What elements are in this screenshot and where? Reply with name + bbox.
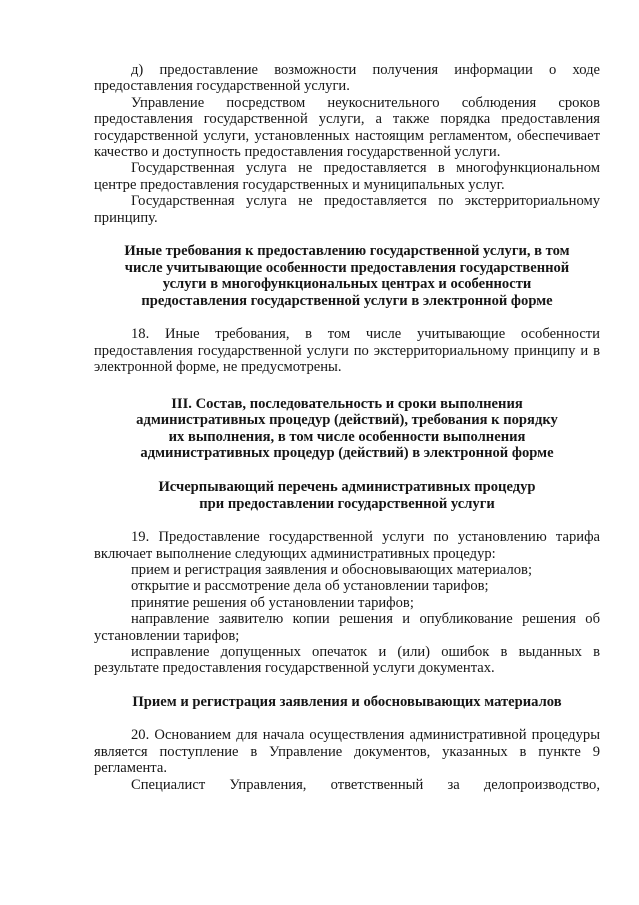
paragraph-20: 20. Основанием для начала осуществления административной процедуры является поступление в Управление документов, указанных в пункте 9 регламента. bbox=[94, 727, 600, 777]
heading-section-3 bbox=[94, 396, 600, 462]
heading-line: административных процедур (действий) в электронной форме bbox=[140, 445, 554, 462]
list-item-procedure: открытие и рассмотрение дела об установлении тарифов; bbox=[131, 578, 489, 595]
heading-line: услуги в многофункциональных центрах и особенности bbox=[162, 276, 532, 293]
heading-exhaustive-list bbox=[94, 479, 600, 512]
document-page bbox=[94, 62, 600, 793]
heading-line: III. Состав, последовательность и сроки выполнения bbox=[171, 395, 523, 412]
heading-line: Иные требования к предоставлению государственной услуги, в том bbox=[124, 243, 570, 260]
heading-line: их выполнения, в том числе особенности выполнения bbox=[168, 428, 526, 445]
list-item-procedure: принятие решения об установлении тарифов; bbox=[131, 594, 414, 611]
heading-other-requirements bbox=[94, 243, 600, 309]
paragraph-no-extraterritorial: Государственная услуга не предоставляется по экстерриториальному принципу. bbox=[94, 193, 600, 226]
list-item-procedure: исправление допущенных опечаток и (или) ошибок в выданных в результате предоставления государственной услуги документах. bbox=[94, 644, 600, 677]
list-item-procedure: прием и регистрация заявления и обосновывающих материалов; bbox=[131, 562, 533, 579]
heading-line: административных процедур (действий), требования к порядку bbox=[136, 412, 558, 429]
heading-line: предоставления государственной услуги в электронной форме bbox=[141, 292, 553, 309]
list-item-procedure: направление заявителю копии решения и опубликование решения об установлении тарифов; bbox=[94, 611, 600, 644]
heading-line: Исчерпывающий перечень административных процедур bbox=[158, 479, 536, 496]
paragraph-19: 19. Предоставление государственной услуги по установлению тарифа включает выполнение следующих административных процедур: bbox=[94, 529, 600, 562]
paragraph-no-mfc: Государственная услуга не предоставляется в многофункциональном центре предоставления государственных и муниципальных услуг. bbox=[94, 160, 600, 193]
heading-line: при предоставлении государственной услуги bbox=[199, 495, 495, 512]
paragraph-specialist: Специалист Управления, ответственный за делопроизводство, bbox=[131, 776, 600, 793]
paragraph-18: 18. Иные требования, в том числе учитывающие особенности предоставления государственной услуги по экстерриториальному принципу и в электронной форме, не предусмотрены. bbox=[94, 326, 600, 376]
paragraph-info-progress: д) предоставление возможности получения информации о ходе предоставления государственной услуги. bbox=[94, 62, 600, 95]
heading-reception-registration: Прием и регистрация заявления и обосновывающих материалов bbox=[132, 693, 562, 710]
paragraph-quality-availability: Управление посредством неукоснительного соблюдения сроков предоставления государственной услуги, а также порядка предоставления государственной услуги, установленных настоящим регламентом, обеспечивает качество и доступность предоставления государственной услуги. bbox=[94, 94, 600, 161]
heading-line: числе учитывающие особенности предоставления государственной bbox=[124, 259, 570, 276]
